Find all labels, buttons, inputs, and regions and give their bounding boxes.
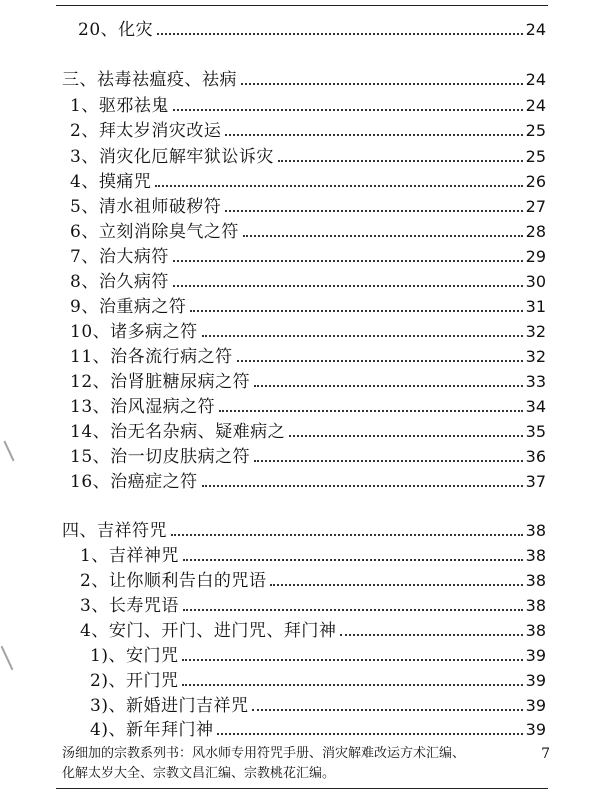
toc-entry <box>70 396 546 418</box>
toc-entry-label: 四、吉祥符咒 <box>62 521 167 541</box>
toc-entry <box>70 95 546 117</box>
toc-entry-page: 24 <box>525 96 546 115</box>
toc-entry-label: 3、长寿咒语 <box>80 596 179 616</box>
toc-entry-label: 4)、新年拜门神 <box>90 720 214 740</box>
toc-entry-page: 29 <box>525 247 546 266</box>
toc-entry <box>70 120 546 142</box>
toc-entry-label: 1、驱邪祛鬼 <box>70 96 169 116</box>
dot-leader <box>225 210 522 212</box>
toc-entry <box>70 421 546 443</box>
toc-entry-page: 33 <box>525 372 546 391</box>
toc-entry-label: 2)、开门咒 <box>90 671 179 691</box>
toc-entry-page: 28 <box>525 222 546 241</box>
dot-leader <box>289 435 523 437</box>
toc-entry-page: 38 <box>525 546 546 565</box>
toc-entry-page: 38 <box>525 596 546 615</box>
toc-entry-page: 37 <box>525 472 546 491</box>
toc-entry <box>78 19 546 41</box>
toc-entry-page: 39 <box>525 696 546 715</box>
toc-entry-label: 10、诸多病之符 <box>70 322 198 342</box>
bottom-rule <box>56 788 548 789</box>
toc-entry-page: 38 <box>525 521 546 540</box>
dot-leader <box>252 709 522 711</box>
toc-entry-page: 32 <box>525 322 546 341</box>
toc-entry-page: 39 <box>525 720 546 739</box>
toc-entry-page: 30 <box>525 272 546 291</box>
toc-entry-label: 1)、安门咒 <box>90 646 179 666</box>
toc-entry-label: 5、清水祖师破秽符 <box>70 197 222 217</box>
toc-entry <box>70 446 546 468</box>
toc-entry-page: 39 <box>525 646 546 665</box>
toc-subentry <box>90 645 546 667</box>
toc-entry-label: 12、治肾脏糖尿病之符 <box>70 372 251 392</box>
toc-entry-page: 38 <box>525 621 546 640</box>
toc-entry <box>70 246 546 268</box>
toc-subentry <box>90 670 546 692</box>
dot-leader <box>254 385 523 387</box>
dot-leader <box>173 260 523 262</box>
toc-entry-label: 9、治重病之符 <box>70 297 187 317</box>
toc-entry <box>70 196 546 218</box>
footer-line-1 <box>62 744 552 764</box>
toc-entry-page: 35 <box>525 422 546 441</box>
toc-entry-label: 3、消灾化厄解牢狱讼诉灾 <box>70 147 274 167</box>
footer-line-2: 化解太岁大全、宗教文昌汇编、宗教桃花汇编。 <box>62 766 336 781</box>
top-rule <box>56 5 548 6</box>
toc-entry <box>70 296 546 318</box>
toc-entry-label: 7、治大病符 <box>70 247 169 267</box>
dot-leader <box>202 485 523 487</box>
toc-entry <box>70 146 546 168</box>
toc-entry <box>80 620 546 642</box>
toc-entry-page: 38 <box>525 571 546 590</box>
dot-leader <box>202 335 523 337</box>
toc-section-heading <box>62 520 546 542</box>
toc-entry-page: 34 <box>525 397 546 416</box>
toc-entry <box>70 271 546 293</box>
dot-leader <box>183 559 523 561</box>
dot-leader <box>182 659 522 661</box>
toc-entry-page: 27 <box>525 197 546 216</box>
toc-entry-page: 24 <box>525 20 546 39</box>
dot-leader <box>182 684 522 686</box>
toc-entry-label: 11、治各流行病之符 <box>70 347 233 367</box>
toc-section-heading <box>62 69 546 91</box>
dot-leader <box>173 109 523 111</box>
toc-entry <box>70 346 546 368</box>
dot-leader <box>254 460 523 462</box>
toc-entry-label: 4、安门、开门、进门咒、拜门神 <box>80 621 337 641</box>
dot-leader <box>217 733 522 735</box>
toc-entry-label: 三、祛毒祛瘟疫、祛病 <box>62 70 237 90</box>
toc-entry-page: 26 <box>525 172 546 191</box>
dot-leader <box>155 185 522 187</box>
scan-mark <box>3 441 14 462</box>
toc-entry <box>80 545 546 567</box>
toc-entry <box>70 221 546 243</box>
toc-entry-page: 24 <box>525 70 546 89</box>
toc-entry <box>70 371 546 393</box>
scan-mark <box>1 646 14 670</box>
dot-leader <box>183 609 523 611</box>
toc-entry <box>80 570 546 592</box>
toc-entry-label: 2、让你顺利告白的咒语 <box>80 571 267 591</box>
toc-entry-label: 8、治久病符 <box>70 272 169 292</box>
page-number: 7 <box>541 746 550 762</box>
toc-entry-page: 25 <box>525 121 546 140</box>
toc-entry-label: 2、拜太岁消灾改运 <box>70 121 222 141</box>
dot-leader <box>241 83 523 85</box>
footer-series-text: 汤细加的宗教系列书：风水师专用符咒手册、消灾解难改运方术汇编、 <box>62 746 466 761</box>
dot-leader <box>219 410 523 412</box>
dot-leader <box>270 584 522 586</box>
toc-entry <box>70 471 546 493</box>
dot-leader <box>237 360 523 362</box>
toc-entry-label: 13、治风湿病之符 <box>70 397 216 417</box>
toc-entry-label: 15、治一切皮肤病之符 <box>70 447 251 467</box>
toc-subentry <box>90 719 546 741</box>
toc-entry-label: 6、立刻消除臭气之符 <box>70 222 239 242</box>
toc-subentry <box>90 695 546 717</box>
toc-entry-label: 4、摸痛咒 <box>70 172 152 192</box>
toc-entry <box>70 321 546 343</box>
dot-leader <box>190 310 522 312</box>
toc-entry-label: 1、吉祥神咒 <box>80 546 179 566</box>
toc-entry-label: 3)、新婚进门吉祥咒 <box>90 696 249 716</box>
toc-entry-label: 16、治癌症之符 <box>70 472 198 492</box>
dot-leader <box>157 33 523 35</box>
dot-leader <box>243 235 523 237</box>
toc-entry-page: 31 <box>525 297 546 316</box>
dot-leader <box>278 160 523 162</box>
dot-leader <box>340 634 522 636</box>
toc-entry <box>80 595 546 617</box>
toc-entry-page: 32 <box>525 347 546 366</box>
toc-entry-page: 39 <box>525 671 546 690</box>
dot-leader <box>171 534 523 536</box>
toc-entry-page: 25 <box>525 147 546 166</box>
toc-entry-page: 36 <box>525 447 546 466</box>
page-footer <box>62 744 552 784</box>
toc-entry <box>70 171 546 193</box>
dot-leader <box>225 134 522 136</box>
toc-entry-label: 20、化灾 <box>78 20 154 40</box>
dot-leader <box>173 285 523 287</box>
toc-entry-label: 14、治无名杂病、疑难病之 <box>70 422 286 442</box>
